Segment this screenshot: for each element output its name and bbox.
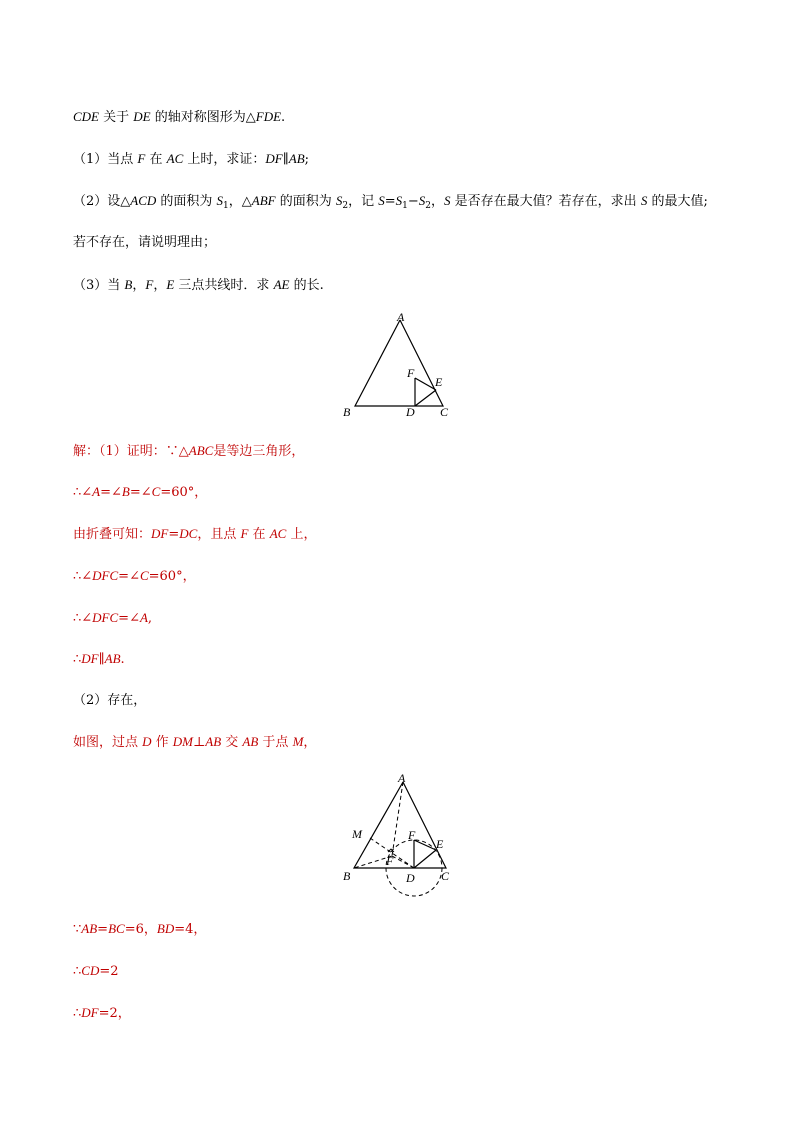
text: ∴∠ xyxy=(73,611,93,626)
text: 解：（1）证明：∵△ xyxy=(73,444,189,459)
math: BD xyxy=(156,921,175,936)
problem-line-3 xyxy=(73,192,708,215)
text: ，且点 xyxy=(197,527,241,542)
subscript: 2 xyxy=(425,201,432,211)
text: , xyxy=(147,611,153,626)
segment-de xyxy=(415,390,436,406)
label-b: B xyxy=(343,869,351,883)
text: =6， xyxy=(124,922,157,937)
math: D xyxy=(142,734,152,749)
text: 上时，求证： xyxy=(183,152,266,167)
math: S xyxy=(335,193,343,208)
text: =∠ xyxy=(118,611,140,626)
text: =4， xyxy=(174,922,207,937)
math: AC xyxy=(269,526,287,541)
problem-line-1 xyxy=(73,108,285,127)
text: ∥ xyxy=(282,152,289,167)
solution-line-7 xyxy=(73,692,146,710)
label-f-prime: F xyxy=(386,854,394,868)
text: − xyxy=(407,194,419,209)
math: DFC xyxy=(92,568,119,583)
text: ，记 xyxy=(348,194,379,209)
math: C xyxy=(151,484,161,499)
text: 的面积为 xyxy=(275,194,336,209)
text: 的长. xyxy=(289,278,324,293)
text: （2）存在， xyxy=(73,693,147,708)
math: ABF xyxy=(251,193,276,208)
text: 如图，过点 xyxy=(73,735,143,750)
math: AB xyxy=(288,151,305,166)
text: 若不存在，请说明理由； xyxy=(73,235,217,250)
text: ∴ xyxy=(73,1006,82,1021)
text: （1）当点 xyxy=(73,152,138,167)
text: =2， xyxy=(98,1006,131,1021)
text: 作 xyxy=(151,735,173,750)
text: ， xyxy=(431,194,445,209)
solution-line-9 xyxy=(73,920,206,939)
math: AC xyxy=(166,151,184,166)
subscript: 2 xyxy=(342,201,349,211)
math: B xyxy=(121,484,130,499)
math: E xyxy=(166,277,175,292)
text: 的轴对称图形为△ xyxy=(150,110,256,125)
text: =∠ xyxy=(118,569,140,584)
text: =60°， xyxy=(160,485,208,500)
text: ∴ xyxy=(73,964,82,979)
text: 交 xyxy=(221,735,243,750)
solution-line-1 xyxy=(73,442,304,461)
text: ∥ xyxy=(98,652,105,667)
text: ⊥ xyxy=(193,735,206,750)
figure-1-triangle xyxy=(330,305,470,425)
text: 关于 xyxy=(99,110,134,125)
math: AB xyxy=(205,734,222,749)
math: F xyxy=(137,151,146,166)
text: . xyxy=(120,652,125,667)
solution-line-3 xyxy=(73,525,316,544)
math: AB xyxy=(104,651,121,666)
text: = xyxy=(384,194,396,209)
math: ACD xyxy=(130,193,157,208)
solution-line-2 xyxy=(73,483,207,502)
label-a: A xyxy=(398,771,406,785)
math-fde: FDE xyxy=(255,109,282,124)
text: =∠ xyxy=(129,485,152,500)
math: DFC xyxy=(92,610,119,625)
math: F xyxy=(145,277,154,292)
subscript: 1 xyxy=(223,201,229,211)
segment-de xyxy=(414,850,436,868)
text: ∴∠ xyxy=(73,569,93,584)
solution-line-4 xyxy=(73,567,196,586)
label-c: C xyxy=(440,405,449,419)
text: ∴∠ xyxy=(73,485,93,500)
text: ，△ xyxy=(228,194,252,209)
figure-2-triangle xyxy=(330,765,470,900)
problem-line-4 xyxy=(73,234,216,252)
text: （2）设△ xyxy=(73,194,131,209)
math: S xyxy=(444,193,451,208)
math: BC xyxy=(108,921,125,936)
label-d: D xyxy=(406,871,415,885)
math: B xyxy=(124,277,133,292)
triangle-abc xyxy=(355,320,443,406)
math: S xyxy=(640,193,648,208)
text: 的最大值; xyxy=(647,194,708,209)
solution-line-8 xyxy=(73,733,316,752)
text: =∠ xyxy=(100,485,122,500)
problem-line-5 xyxy=(73,276,324,295)
math: AE xyxy=(273,277,290,292)
math: DF xyxy=(81,651,99,666)
text: =2 xyxy=(99,964,119,979)
math: DF xyxy=(265,151,283,166)
label-m: M xyxy=(352,827,362,841)
text: 是等边三角形， xyxy=(213,444,305,459)
text: （3）当 xyxy=(73,278,125,293)
math: DM xyxy=(172,734,194,749)
text: ; xyxy=(304,152,310,167)
math: A xyxy=(92,484,101,499)
solution-line-6 xyxy=(73,650,125,669)
label-c: C xyxy=(441,869,450,883)
math: DC xyxy=(179,526,198,541)
math: CD xyxy=(81,963,100,978)
text: =60°， xyxy=(148,569,196,584)
math: A xyxy=(139,610,148,625)
text: ∴ xyxy=(73,652,82,667)
label-b: B xyxy=(343,405,351,419)
text: 是否存在最大值？若存在，求出 xyxy=(450,194,641,209)
text: ∵ xyxy=(73,922,82,937)
label-a: A xyxy=(397,310,405,324)
label-d: D xyxy=(406,405,415,419)
math: C xyxy=(139,568,149,583)
text: ， xyxy=(303,735,317,750)
text: . xyxy=(281,110,286,125)
math: S xyxy=(378,193,385,208)
text: ， xyxy=(132,278,146,293)
text: = xyxy=(168,527,180,542)
text: 上， xyxy=(286,527,317,542)
subscript: 1 xyxy=(402,201,408,211)
text: 于点 xyxy=(258,735,293,750)
math: S xyxy=(216,193,224,208)
math-de: DE xyxy=(133,109,151,124)
math: F xyxy=(240,526,249,541)
math: AB xyxy=(242,734,259,749)
solution-line-5 xyxy=(73,609,152,628)
math: AB xyxy=(81,921,98,936)
math: S xyxy=(395,193,403,208)
math: DF xyxy=(151,526,169,541)
math: ABC xyxy=(188,443,214,458)
text: 在 xyxy=(145,152,167,167)
triangle-abc xyxy=(354,782,446,868)
text: = xyxy=(97,922,109,937)
math-cde: CDE xyxy=(73,109,99,124)
dashed-f-d xyxy=(392,856,414,868)
text: 三点共线时．求 xyxy=(174,278,274,293)
math: M xyxy=(292,734,304,749)
text: ， xyxy=(153,278,167,293)
text: 在 xyxy=(248,527,270,542)
segment-fe xyxy=(415,378,436,390)
label-e: E xyxy=(436,837,444,851)
text: 由折叠可知： xyxy=(73,527,152,542)
math: S xyxy=(418,193,426,208)
solution-line-10 xyxy=(73,962,119,981)
solution-line-11 xyxy=(73,1004,131,1023)
label-f: F xyxy=(408,828,416,842)
label-e: E xyxy=(435,375,443,389)
text: 的面积为 xyxy=(156,194,217,209)
problem-line-2 xyxy=(73,150,309,169)
label-f: F xyxy=(407,366,415,380)
math: DF xyxy=(81,1005,99,1020)
